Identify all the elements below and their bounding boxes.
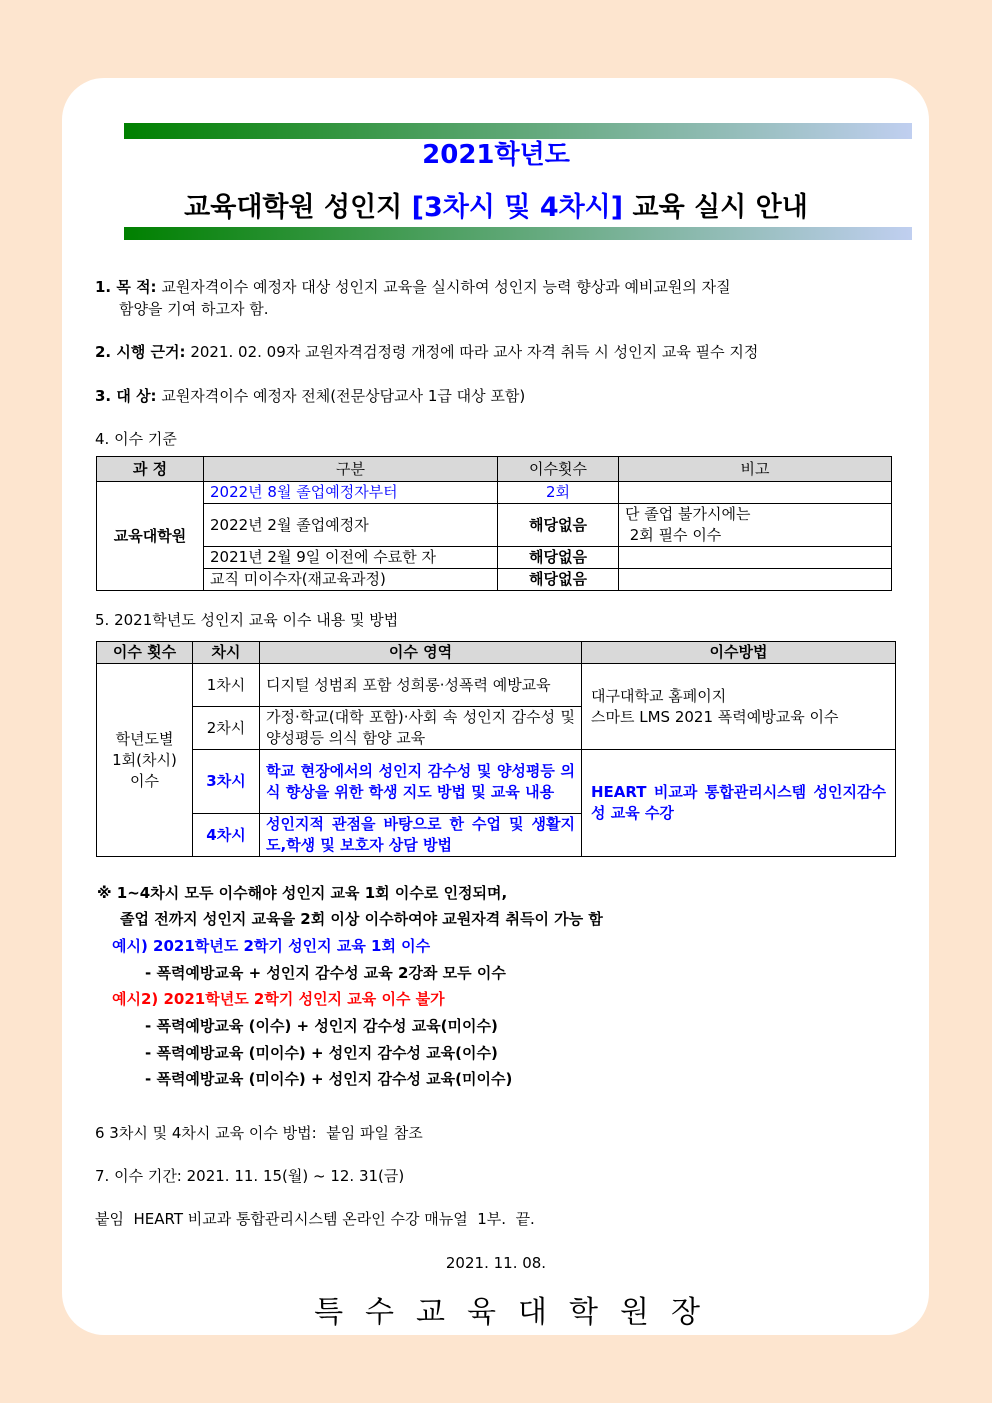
category-cell: 2022년 2월 졸업예정자 [204,504,498,547]
section-7: 7. 이수 기간: 2021. 11. 15(월) ~ 12. 31(금) [95,1167,405,1185]
table-header-row [97,642,896,664]
example-2: 예시2) 2021학년도 2학기 성인지 교육 이수 불가 [112,990,445,1008]
completion-criteria-table [96,456,892,591]
section-3-text: 교원자격이수 예정자 전체(전문상담교사 1급 대상 포함) [156,387,526,405]
table-row [97,547,892,569]
section-2-text: 2021. 02. 09자 교원자격검정령 개정에 따라 교사 자격 취득 시 성인지 교육 필수 지정 [185,343,759,361]
note-cell [619,569,892,591]
table-row [97,750,896,814]
section-4-label: 4. 이수 기준 [95,430,177,448]
signature: 특수교육대학원장 [314,1295,722,1330]
table-row [97,569,892,591]
section-1 [95,278,731,296]
note-1: ※ 1~4차시 모두 이수해야 성인지 교육 1회 이수로 인정되며, [97,884,508,902]
header-frequency: 이수 횟수 [97,642,193,664]
area-cell: 학교 현장에서의 성인지 감수성 및 양성평등 의식 향상을 위한 학생 지도 방법 및 교육 내용 [260,750,582,814]
frequency-cell: 학년도별 1회(차시) 이수 [97,664,193,857]
method-line-1: 대구대학교 홈페이지 [591,686,727,705]
document-date: 2021. 11. 08. [445,1254,547,1272]
attachment-line: 붙임 HEART 비교과 통합관리시스템 온라인 수강 매뉴얼 1부. 끝. [95,1210,535,1228]
section-6: 6 3차시 및 4차시 교육 이수 방법: 붙임 파일 참조 [95,1124,423,1142]
area-cell: 디지털 성범죄 포함 성희롱·성폭력 예방교육 [260,664,582,707]
note-cell [619,482,892,504]
category-cell: 2021년 2월 9일 이전에 수료한 자 [204,547,498,569]
note-2: 졸업 전까지 성인지 교육을 2회 이상 이수하여야 교원자격 취득이 가능 함 [120,910,603,928]
session-cell: 4차시 [193,814,260,857]
method-cell-heart: HEART 비교과 통합관리시스템 성인지감수성 교육 수강 [582,750,896,857]
example-1: 예시) 2021학년도 2학기 성인지 교육 1회 이수 [112,937,431,955]
session-cell: 2차시 [193,707,260,750]
course-cell: 교육대학원 [97,482,204,591]
note-cell [619,504,892,547]
count-cell: 해당없음 [498,569,619,591]
section-3-label: 3. 대 상: [95,387,157,405]
table-row [97,482,892,504]
header-area: 이수 영역 [260,642,582,664]
count-cell: 해당없음 [498,504,619,547]
area-cell: 성인지적 관점을 바탕으로 한 수업 및 생활지도,학생 및 보호자 상담 방법 [260,814,582,857]
example-1-item: - 폭력예방교육 + 성인지 감수성 교육 2강좌 모두 이수 [145,964,506,982]
table-row [97,504,892,547]
method-line-2: 스마트 LMS 2021 폭력예방교육 이수 [591,707,839,726]
title-part1: 교육대학원 성인지 [184,192,412,223]
header-session: 차시 [193,642,260,664]
header-category: 구분 [204,457,498,482]
note-cell [619,547,892,569]
education-content-table [96,641,896,857]
method-cell-lms [582,664,896,750]
page-title [0,192,992,224]
table-row [97,664,896,707]
section-1-text: 교원자격이수 예정자 대상 성인지 교육을 실시하여 성인지 능력 향상과 예비교원의 자질 [156,278,731,296]
example-2-item: - 폭력예방교육 (미이수) + 성인지 감수성 교육(미이수) [145,1070,513,1088]
section-2-label: 2. 시행 근거: [95,343,186,361]
area-cell: 가정·학교(대학 포함)·사회 속 성인지 감수성 및 양성평등 의식 함양 교육 [260,707,582,750]
example-2-item: - 폭력예방교육 (미이수) + 성인지 감수성 교육(이수) [145,1044,498,1062]
header-method: 이수방법 [582,642,896,664]
section-1-text-2: 함양을 기여 하고자 함. [119,300,269,318]
category-cell: 2022년 8월 졸업예정자부터 [204,482,498,504]
category-cell: 교직 미이수자(재교육과정) [204,569,498,591]
session-cell: 1차시 [193,664,260,707]
note-line-1: 단 졸업 불가시에는 [625,505,751,523]
section-5-label: 5. 2021학년도 성인지 교육 이수 내용 및 방법 [95,611,399,629]
title-highlight: [3차시 및 4차시] [411,192,624,223]
section-1-label: 1. 목 적: [95,278,157,296]
header-year: 2021학년도 [422,140,570,170]
header-course: 과 정 [97,457,204,482]
section-2 [95,343,758,361]
header-note: 비고 [619,457,892,482]
session-cell: 3차시 [193,750,260,814]
count-cell: 해당없음 [498,547,619,569]
header-bar-bottom [124,227,912,240]
section-3 [95,387,525,405]
table-header-row [97,457,892,482]
title-part2: 교육 실시 안내 [623,192,808,223]
header-bar-top [124,123,912,139]
note-line-2: 2회 필수 이수 [625,526,722,544]
count-cell: 2회 [498,482,619,504]
header-count: 이수횟수 [498,457,619,482]
example-2-item: - 폭력예방교육 (이수) + 성인지 감수성 교육(미이수) [145,1017,498,1035]
